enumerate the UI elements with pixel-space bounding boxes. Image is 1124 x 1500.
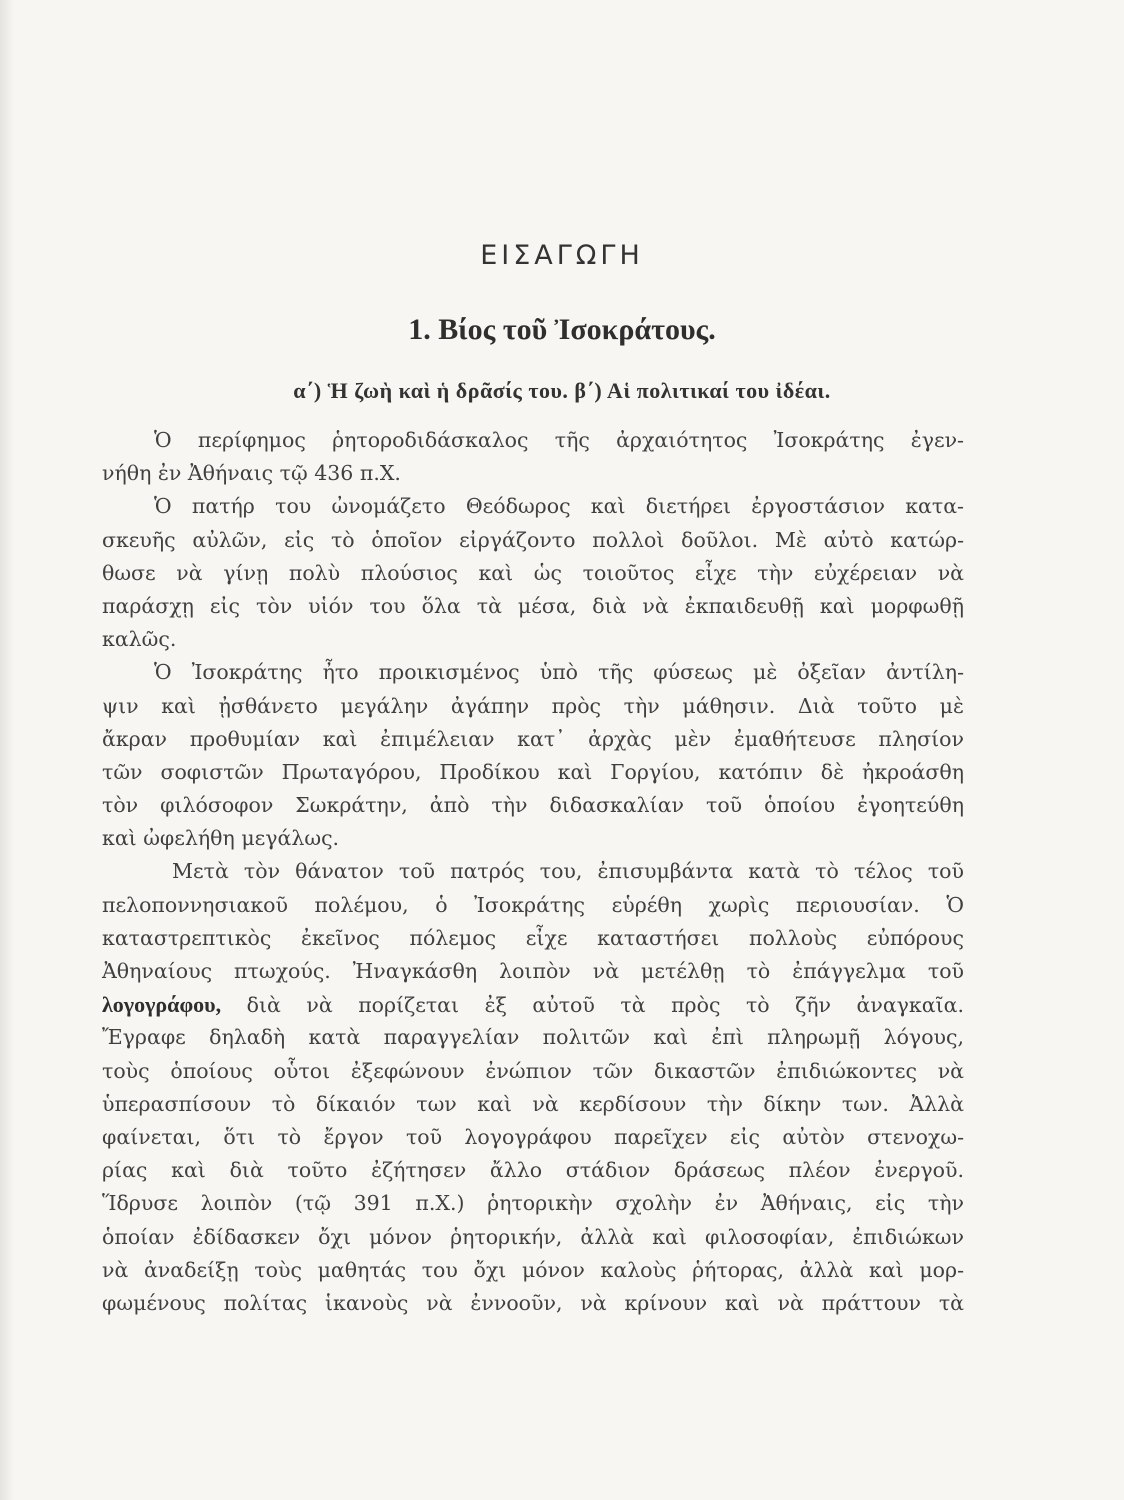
text-line: καλῶς. (102, 627, 177, 652)
text-line: Ὁ περίφημος ῥητοροδιδάσκαλος τῆς ἀρχαιότητος Ἰσοκράτης ἐγεν- (154, 428, 964, 452)
text-line: τοὺς ὁποίους οὗτοι ἐξεφώνουν ἐνώπιον τῶν δικαστῶν ἐπιδιώκοντες νὰ (102, 1058, 964, 1083)
text-line: καὶ ὠφελήθη μεγάλως. (102, 826, 340, 851)
text-line: Ἀθηναίους πτωχούς. Ἠναγκάσθη λοιπὸν νὰ μετέλθῃ τὸ ἐπάγγελμα τοῦ (102, 959, 964, 983)
bold-term: λογογράφου, (102, 992, 222, 1018)
text-line: παράσχῃ εἰς τὸν υἱόν του ὅλα τὰ μέσα, διὰ νὰ ἐκπαιδευθῇ καὶ μορφωθῇ (102, 593, 964, 618)
text-line: ὑπερασπίσουν τὸ δίκαιόν των καὶ νὰ κερδίσουν τὴν δίκην των. Ἀλλὰ (102, 1091, 964, 1116)
text-line-with-term (102, 988, 964, 1021)
section-subtitle: α΄) Ἡ ζωὴ καὶ ἡ δρᾶσίς του. β΄) Αἱ πολιτικαί του ἰδέαι. (293, 378, 831, 403)
text-line: Ἵδρυσε λοιπὸν (τῷ 391 π.Χ.) ῥητορικὴν σχολὴν ἐν Ἀθήναις, εἰς τὴν (102, 1191, 964, 1216)
body-text (102, 424, 964, 1320)
section-title: 1. Βίος τοῦ Ἰσοκράτους. (408, 313, 716, 346)
text-line: θωσε νὰ γίνῃ πολὺ πλούσιος καὶ ὡς τοιοῦτος εἶχε τὴν εὐχέρειαν νὰ (102, 560, 964, 585)
text-line: πελοποννησιακοῦ πολέμου, ὁ Ἰσοκράτης εὑρέθη χωρὶς περιουσίαν. Ὁ (102, 892, 964, 917)
text-line: φωμένους πολίτας ἱκανοὺς νὰ ἐννοοῦν, νὰ κρίνουν καὶ νὰ πράττουν τὰ (102, 1290, 964, 1315)
text-line: νὰ ἀναδείξῃ τοὺς μαθητάς του ὄχι μόνον καλοὺς ῥήτορας, ἀλλὰ καὶ μορ- (102, 1257, 964, 1282)
text-line-rest: διὰ νὰ πορίζεται ἐξ αὐτοῦ τὰ πρὸς τὸ ζῆν ἀναγκαῖα. (246, 993, 964, 1018)
text-line: Ὁ Ἰσοκράτης ἦτο προικισμένος ὑπὸ τῆς φύσεως μὲ ὀξεῖαν ἀντίλη- (154, 660, 964, 685)
page-gutter (0, 0, 14, 1500)
text-line: Μετὰ τὸν θάνατον τοῦ πατρός του, ἐπισυμβάντα κατὰ τὸ τέλος τοῦ (172, 859, 964, 884)
text-line: Ἔγραφε δηλαδὴ κατὰ παραγγελίαν πολιτῶν καὶ ἐπὶ πληρωμῇ λόγους, (102, 1025, 964, 1050)
text-line: ρίας καὶ διὰ τοῦτο ἐζήτησεν ἄλλο στάδιον δράσεως πλέον ἐνεργοῦ. (102, 1158, 964, 1183)
text-line: τῶν σοφιστῶν Πρωταγόρου, Προδίκου καὶ Γοργίου, κατόπιν δὲ ἠκροάσθη (102, 759, 964, 784)
text-line: ψιν καὶ ᾐσθάνετο μεγάλην ἀγάπην πρὸς τὴν μάθησιν. Διὰ τοῦτο μὲ (102, 693, 964, 718)
text-line: καταστρεπτικὸς ἐκεῖνος πόλεμος εἶχε καταστήσει πολλοὺς εὐπόρους (102, 925, 964, 950)
text-line: Ὁ πατήρ του ὠνομάζετο Θεόδωρος καὶ διετήρει ἐργοστάσιον κατα- (154, 494, 964, 519)
text-line: ὁποίαν ἐδίδασκεν ὄχι μόνον ῥητορικήν, ἀλλὰ καὶ φιλοσοφίαν, ἐπιδιώκων (102, 1224, 964, 1249)
text-line: τὸν φιλόσοφον Σωκράτην, ἀπὸ τὴν διδασκαλίαν τοῦ ὁποίου ἐγοητεύθη (102, 793, 964, 818)
text-line: φαίνεται, ὅτι τὸ ἔργον τοῦ λογογράφου παρεῖχεν εἰς αὐτὸν στενοχω- (102, 1124, 964, 1149)
text-line: σκευῆς αὐλῶν, εἰς τὸ ὁποῖον εἰργάζοντο πολλοὶ δοῦλοι. Μὲ αὐτὸ κατώρ- (102, 527, 964, 552)
chapter-title: ΕΙΣΑΓΩΓΗ (480, 240, 644, 271)
text-line: ἄκραν προθυμίαν καὶ ἐπιμέλειαν κατ᾽ ἀρχὰς μὲν ἐμαθήτευσε πλησίον (102, 726, 964, 751)
text-line: νήθη ἐν Ἀθήναις τῷ 436 π.Χ. (102, 461, 401, 486)
